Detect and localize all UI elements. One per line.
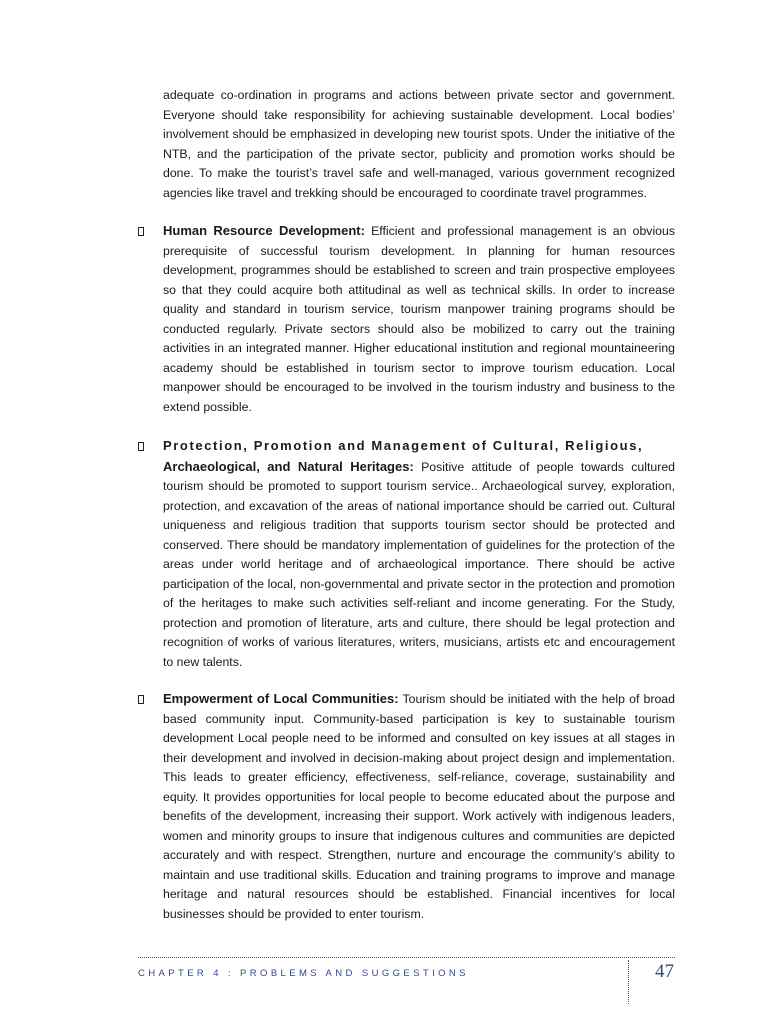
bullet-box-icon	[138, 695, 144, 704]
bullet-paragraph	[163, 436, 675, 672]
bullet-body: Tourism should be initiated with the help of broad based community input. Community-based participation is key to sustainable tourism development Local people need to be informed and consulted on key issues at all stages in their development and involved in decision-making about project design and implementation. This leads to greater efficiency, effectiveness, self-reliance, coverage, sustainability and equity. It provides opportunities for local people to become educated about the purpose and benefits of the development, increasing their support. Work actively with indigenous leaders, women and minority groups to insure that indigenous cultures and communities are depicted accurately and with respect. Strengthen, nurture and encourage the community’s ability to maintain and use traditional skills. Education and training programs to improve and manage heritage and natural resources should be established. Financial incentives for local businesses should be provided to enter tourism.	[163, 692, 675, 921]
bullet-box-icon	[138, 227, 144, 236]
footer-vertical-divider	[628, 960, 629, 1004]
bullet-body: Efficient and professional management is an obvious prerequisite of successful tourism development. In planning for human resources development, programmes should be established to screen and train prospective employees so that they could acquire both attitudinal as well as technical skills. In order to increase quality and standard in tourism service, tourism manpower training programs should be conducted regularly. Private sectors should also be mobilized to carry out the training activities in an integrated manner. Higher educational institution and regional mountaineering academy should be established in tourism sector to improve tourism education. Local manpower should be encouraged to be involved in the tourism industry and business to the extend possible.	[163, 224, 675, 414]
bullet-heading: Empowerment of Local Communities:	[163, 691, 399, 706]
bullet-paragraph	[163, 221, 675, 417]
bullet-box-icon	[138, 442, 144, 451]
bullet-heading-line1: Protection, Promotion and Management of Cultural, Religious,	[163, 438, 644, 453]
bullet-heading: Human Resource Development:	[163, 223, 365, 238]
bullet-body: Positive attitude of people towards cultured tourism should be promoted to support tourism service.. Archaeological survey, exploration, protection, and excavation of the areas of national importance should be carried out. Cultural uniqueness and religious tradition that supports tourism sector should be protected and conserved. There should be mandatory implementation of guidelines for the protection of the areas under world heritage and of archaeological importance. There should be active participation of the local, non-governmental and private sector in the protection and promotion of the heritages to make such activities self-reliant and income generating. For the Study, protection and promotion of literature, arts and culture, there should be legal protection and recognition of works of various literatures, writers, musicians, artists etc and encouragement to new talents.	[163, 459, 675, 669]
bullet-heading-line2: Archaeological, and Natural Heritages:	[163, 458, 414, 474]
intro-paragraph: adequate co-ordination in programs and actions between private sector and government. Everyone should take responsibility for achieving sustainable development. Local bodies’ involvement should be emphasized in developing new tourist spots. Under the initiative of the NTB, and the participation of the private sector, publicity and promotion works should be done. To make the tourist’s travel safe and well-managed, various government recognized agencies like travel and trekking should be encouraged to coordinate travel programmes.	[163, 88, 675, 200]
footer-chapter-title: CHAPTER 4 : PROBLEMS AND SUGGESTIONS	[138, 968, 469, 979]
page-number: 47	[655, 961, 674, 982]
footer-divider	[138, 957, 675, 958]
bullet-paragraph	[163, 689, 675, 924]
